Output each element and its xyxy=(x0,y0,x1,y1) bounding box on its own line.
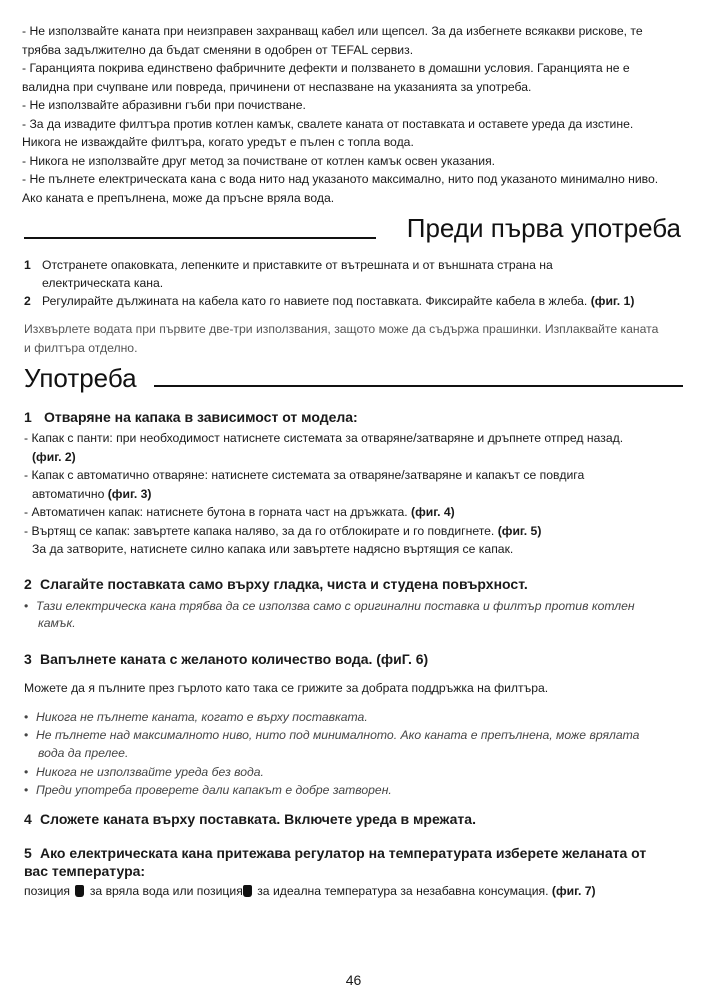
safety-line: трябва задължително да бъдат сменяни в одобрен от TEFAL сервиз. xyxy=(22,42,414,57)
step-text: Отстранете опаковката, лепенките и приставките от вътрешната и от външната страна на xyxy=(42,258,553,272)
step-1 xyxy=(24,256,553,275)
subsection-5-title-cont: вас температура: xyxy=(24,863,146,879)
bullet-icon: • xyxy=(24,710,29,724)
fig-ref: (фиг. 4) xyxy=(411,505,455,519)
subsection-3-title xyxy=(24,651,428,667)
fig-ref: (фиг. 2) xyxy=(32,449,76,464)
safety-line: Никога не изваждайте филтъра, когато уредът е пълен с топла вода. xyxy=(22,135,414,149)
text: позиция xyxy=(24,884,71,898)
bullet-item xyxy=(24,726,639,745)
lid-close-note: За да затворите, натиснете силно капака или завъртете надясно въртящия се капак. xyxy=(32,542,514,556)
bullet-text: Преди употреба проверете дали капакът е добре затворен. xyxy=(36,783,392,797)
subsection-2-title xyxy=(24,576,528,592)
step-number: 2 xyxy=(24,576,32,592)
page-number: 46 xyxy=(345,972,362,988)
bullet-item xyxy=(24,781,392,800)
lid-rotating xyxy=(24,522,541,541)
boil-position-icon xyxy=(75,885,84,897)
step-number: 1 xyxy=(24,258,31,272)
bullet-item-cont: вода да прелее. xyxy=(38,746,129,760)
safety-line: - Никога не използвайте друг метод за почистване от котлен камък освен указания. xyxy=(22,153,496,168)
step-number: 1 xyxy=(24,409,32,425)
text: за вряла вода или позиция xyxy=(89,884,243,898)
bullet-icon: • xyxy=(24,728,29,742)
note-line: и филтъра отделно. xyxy=(24,340,138,355)
subsection-title: Слагайте поставката само върху гладка, чиста и студена повърхност. xyxy=(40,576,528,592)
bullet-item xyxy=(24,763,264,782)
safety-line: - Не използвайте абразивни гъби при почистване. xyxy=(22,98,306,112)
bullet-text: Никога не използвайте уреда без вода. xyxy=(36,765,264,779)
fig-ref: (фиг. 5) xyxy=(497,523,542,538)
safety-line: - Не използвайте каната при неизправен захранващ кабел или щепсел. За да избегнете всякакви рискове, те xyxy=(22,24,643,38)
bullet-item xyxy=(24,708,368,727)
step-number: 2 xyxy=(24,294,31,308)
bullet-icon: • xyxy=(24,765,29,779)
fig-ref: (фиг. 7) xyxy=(551,884,596,898)
text: за идеална температура за незабавна консумация. xyxy=(257,884,549,898)
fig-ref: (фиг. 3) xyxy=(107,486,152,501)
subsection-5-title xyxy=(24,845,646,861)
bullet-text: Не пълнете над максималното ниво, нито под минималното. Ако каната е препълнена, може врялата xyxy=(36,728,640,742)
subsection-title: Сложете каната върху поставката. Включете уреда в мрежата. xyxy=(40,811,476,827)
fig-ref: (фиг. 1) xyxy=(590,294,635,308)
step-2 xyxy=(24,292,634,311)
subsection-title: Ако електрическата кана притежава регулатор на температурата изберете желаната от xyxy=(40,845,647,861)
bullet-icon: • xyxy=(24,783,29,797)
lid-automatic xyxy=(24,503,455,522)
step-text: Регулирайте дължината на кабела като го навиете под поставката. Фиксирайте кабела в жлеба. xyxy=(42,294,588,308)
ideal-temperature-position-icon xyxy=(243,885,252,897)
step-number: 5 xyxy=(24,845,32,861)
safety-line: - За да извадите филтъра против котлен камък, свалете каната от поставката и оставете уреда да изстине. xyxy=(22,116,634,131)
safety-line: - Гаранцията покрива единствено фабричните дефекти и ползването в домашни условия. Гаранцията не е xyxy=(22,61,630,75)
heading-rule xyxy=(24,237,376,239)
safety-line: валидна при счупване или повреда, причинени от неспазване на указанията за употреба. xyxy=(22,79,532,94)
temperature-positions xyxy=(24,882,596,901)
bullet-item-cont: камък. xyxy=(38,616,76,630)
heading-rule xyxy=(154,385,683,387)
note-line: Изхвърлете водата при първите две-три използвания, защото може да съдържа прашинки. Изплаквайте каната xyxy=(24,322,659,336)
bullet-item xyxy=(24,597,635,616)
subsection-1-title xyxy=(24,409,358,425)
lid-auto-open: - Капак с автоматично отваряне: натиснете системата за отваряне/затваряне и капакът се повдига xyxy=(24,468,585,482)
step-number: 4 xyxy=(24,811,32,827)
text: - Автоматичен капак: натиснете бутона в горната част на дръжката. xyxy=(24,505,408,519)
safety-line: - Не пълнете електрическата кана с вода нито над указаното максимално, нито под указаното минимално ниво. xyxy=(22,172,659,186)
paragraph: Можете да я пълните през гърлото като така се грижите за добрата поддръжка на филтъра. xyxy=(24,681,549,695)
bullet-icon: • xyxy=(24,599,29,613)
bullet-text: Тази електрическа кана трябва да се използва само с оригинални поставка и филтър против котлен xyxy=(36,599,635,613)
text: - Въртящ се капак: завъртете капака наляво, за да го отблокирате и го повдигнете. xyxy=(24,523,495,538)
subsection-4-title xyxy=(24,811,476,827)
subsection-title: Отваряне на капака в зависимост от модела: xyxy=(44,409,358,425)
bullet-text: Никога не пълнете каната, когато е върху поставката. xyxy=(36,710,368,724)
step-1-cont: електрическата кана. xyxy=(42,276,164,290)
lid-hinged: - Капак с панти: при необходимост натиснете системата за отваряне/затваряне и дръпнете отпред назад. xyxy=(24,431,624,445)
lid-auto-open-cont xyxy=(32,485,151,504)
section-heading-before-first-use: Преди първа употреба xyxy=(406,213,681,243)
safety-line: Ако каната е препълнена, може да пръсне вряла вода. xyxy=(22,190,335,205)
subsection-title: Вапълнете каната с желаното количество вода. (фиГ. 6) xyxy=(40,651,429,667)
section-heading-usage: Употреба xyxy=(24,363,137,393)
text: автоматично xyxy=(32,486,105,501)
step-number: 3 xyxy=(24,651,32,667)
